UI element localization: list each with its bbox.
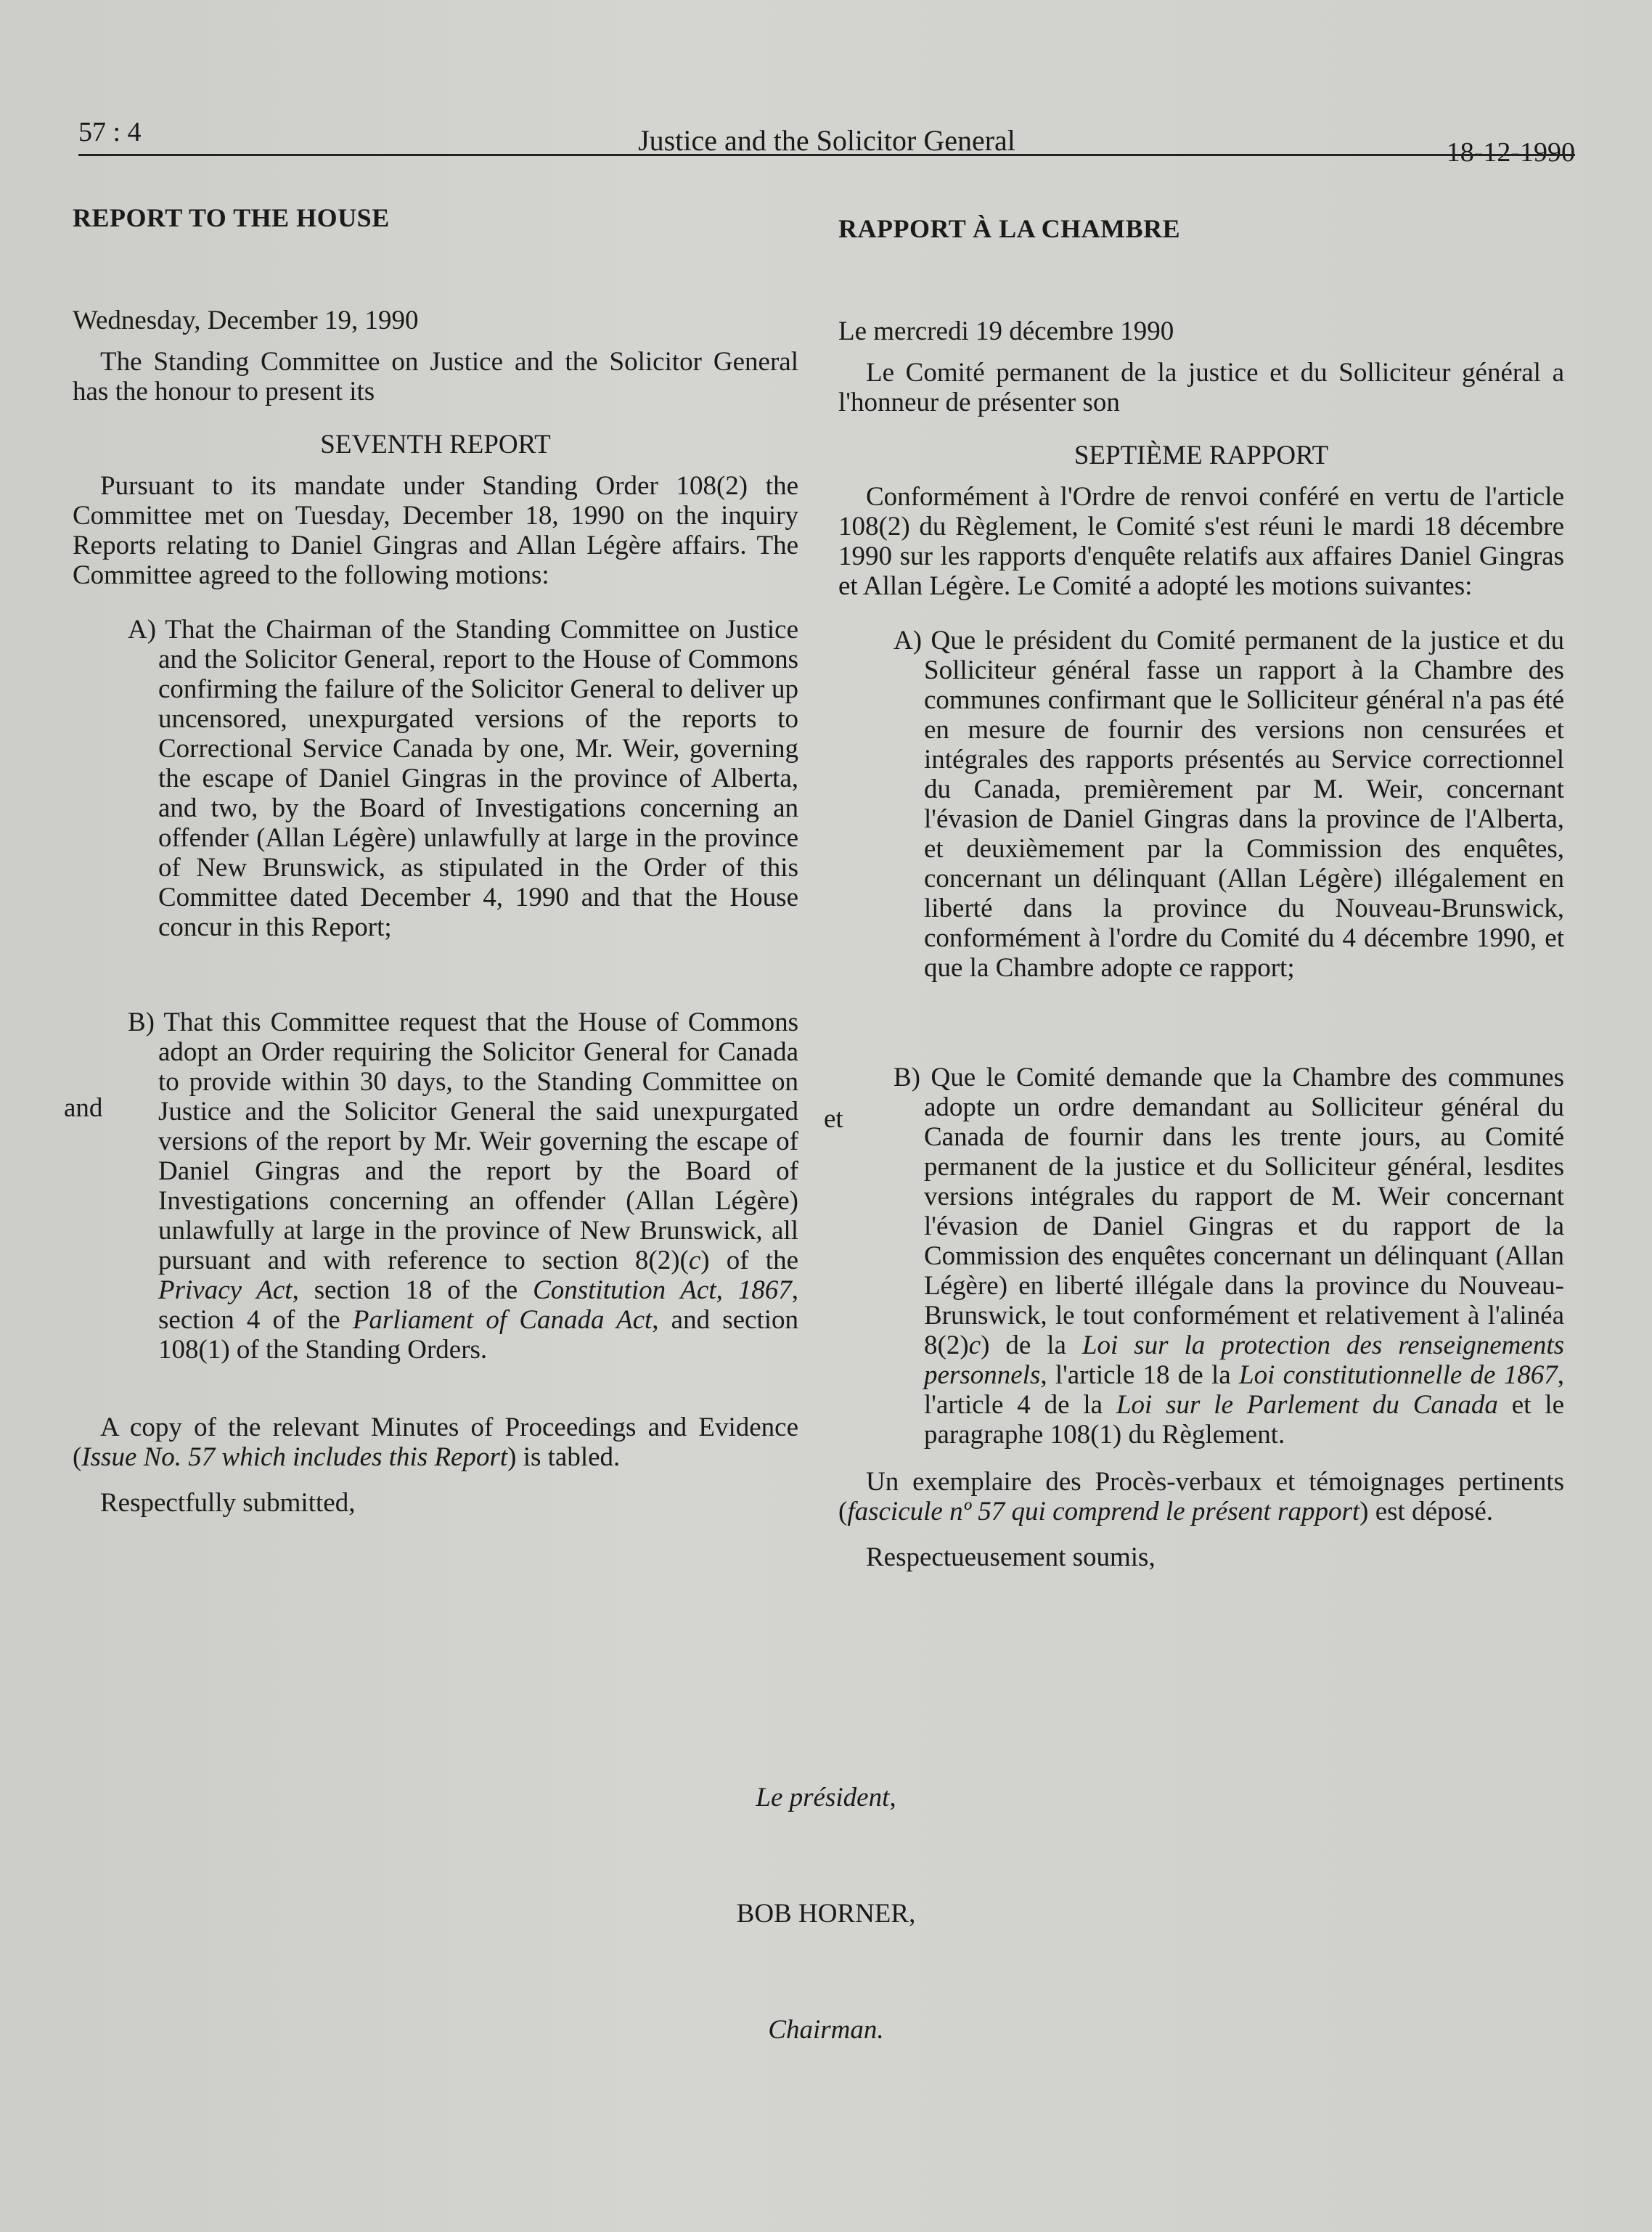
running-head	[78, 116, 1575, 168]
english-date: Wednesday, December 19, 1990	[73, 306, 419, 335]
french-report-title: SEPTIÈME RAPPORT	[1074, 441, 1329, 470]
french-mandate: Conformément à l'Ordre de renvoi conféré en vertu de l'article 108(2) du Règlement, le Comité s'est réuni le mardi 18 décembre 1990 sur les rapports d'enquête relatifs aux affaires Daniel Gingras et Allan Légère. Le Comité a adopté les motions suivantes:	[838, 482, 1564, 601]
english-constitution-act: Constitution Act, 1867	[533, 1275, 792, 1305]
english-intro: The Standing Committee on Justice and the Solicitor General has the honour to present its	[73, 347, 798, 406]
running-head-date: 18-12-1990	[1446, 137, 1575, 168]
english-parliament-act: Parliament of Canada Act	[352, 1305, 653, 1335]
english-closing: Respectfully submitted,	[100, 1488, 356, 1518]
french-constitution-act: Loi constitutionnelle de 1867	[1239, 1360, 1558, 1390]
english-motion-b: B) That this Committee request that the House of Commons adopt an Order requiring the Solicitor General for Canada to provide within 30 days, to the Standing Committee on Justice and the Solicitor General the said unexpurgated versions of the report by Mr. Weir governing the escape of Daniel Gingras and the report by the Board of Investigations concerning an offender (Allan Légère) unlawfully at large in the province of New Brunswick, all pursuant and with reference to section 8(2)(c) of the Privacy Act, section 18 of the Constitution Act, 1867, section 4 of the Parliament of Canada Act, and section 108(1) of the Standing Orders.	[128, 1007, 799, 1365]
signature-title-fr: Le président,	[756, 1783, 896, 1812]
english-mandate: Pursuant to its mandate under Standing Order 108(2) the Committee met on Tuesday, December 18, 1990 on the inquiry Reports relating to Daniel Gingras and Allan Légère affairs. The Committee agreed to the following motions:	[73, 471, 798, 590]
french-copy-tabled: Un exemplaire des Procès-verbaux et témoignages pertinents (fascicule nº 57 qui comprend le présent rapport) est déposé.	[838, 1467, 1564, 1526]
french-conjunction: et	[824, 1104, 843, 1134]
signature-title-en: Chairman.	[768, 2015, 884, 2045]
french-parliament-act: Loi sur le Parlement du Canada	[1116, 1390, 1498, 1420]
header-rule	[78, 154, 1575, 156]
english-column	[73, 203, 798, 1518]
french-column	[838, 214, 1564, 1572]
english-privacy-act: Privacy Act	[158, 1275, 293, 1305]
french-privacy-act: Loi sur la protection des renseignements personnels	[924, 1330, 1565, 1390]
french-closing: Respectueusement soumis,	[866, 1542, 1156, 1572]
french-heading: RAPPORT À LA CHAMBRE	[838, 214, 1181, 243]
french-motion-a: A) Que le président du Comité permanent de la justice et du Solliciteur général fasse un rapport à la Chambre des communes confirmant que le Solliciteur général n'a pas été en mesure de fournir des versions non censurées et intégrales des rapports présentés au Service correctionnel du Canada, premièrement par M. Weir, concernant l'évasion de Daniel Gingras dans la province de l'Alberta, et deuxièmement par la Commission des enquêtes, concernant un délinquant (Allan Légère) illégalement en liberté dans la province du Nouveau-Brunswick, conformément à l'ordre du Comité du 4 décembre 1990, et que la Chambre adopte ce rapport;	[894, 626, 1564, 983]
french-intro: Le Comité permanent de la justice et du Solliciteur général a l'honneur de présenter son	[838, 358, 1564, 417]
english-report-title: SEVENTH REPORT	[320, 430, 551, 459]
english-conjunction: and	[64, 1093, 103, 1123]
english-heading: REPORT TO THE HOUSE	[73, 203, 390, 232]
english-motion-a: A) That the Chairman of the Standing Committee on Justice and the Solicitor General, report to the House of Commons confirming the failure of the Solicitor General to deliver up uncensored, unexpurgated versions of the reports to Correctional Service Canada by one, Mr. Weir, governing the escape of Daniel Gingras in the province of Alberta, and two, by the Board of Investigations concerning an offender (Allan Légère) unlawfully at large in the province of New Brunswick, as stipulated in the Order of this Committee dated December 4, 1990 and that the House concur in this Report;	[128, 615, 798, 942]
page-folio: 57 : 4	[78, 117, 142, 147]
french-motion-b: B) Que le Comité demande que la Chambre des communes adopte un ordre demandant au Solliciteur général du Canada de fournir dans les trente jours, au Comité permanent de la justice et du Solliciteur général, lesdites versions intégrales du rapport de M. Weir concernant l'évasion de Daniel Gingras et du rapport de la Commission des enquêtes concernant un délinquant (Allan Légère) en liberté illégale dans la province du Nouveau-Brunswick, le tout conformément et relativement à l'alinéa 8(2)c) de la Loi sur la protection des renseignements personnels, l'article 18 de la Loi constitutionnelle de 1867, l'article 4 de la Loi sur le Parlement du Canada et le paragraphe 108(1) du Règlement.	[894, 1063, 1565, 1450]
running-head-title: Justice and the Solicitor General	[638, 124, 1015, 157]
signature-name: BOB HORNER,	[736, 1899, 916, 1929]
english-copy-tabled: A copy of the relevant Minutes of Proceedings and Evidence (Issue No. 57 which includes this Report) is tabled.	[73, 1413, 798, 1472]
french-date: Le mercredi 19 décembre 1990	[838, 316, 1174, 346]
